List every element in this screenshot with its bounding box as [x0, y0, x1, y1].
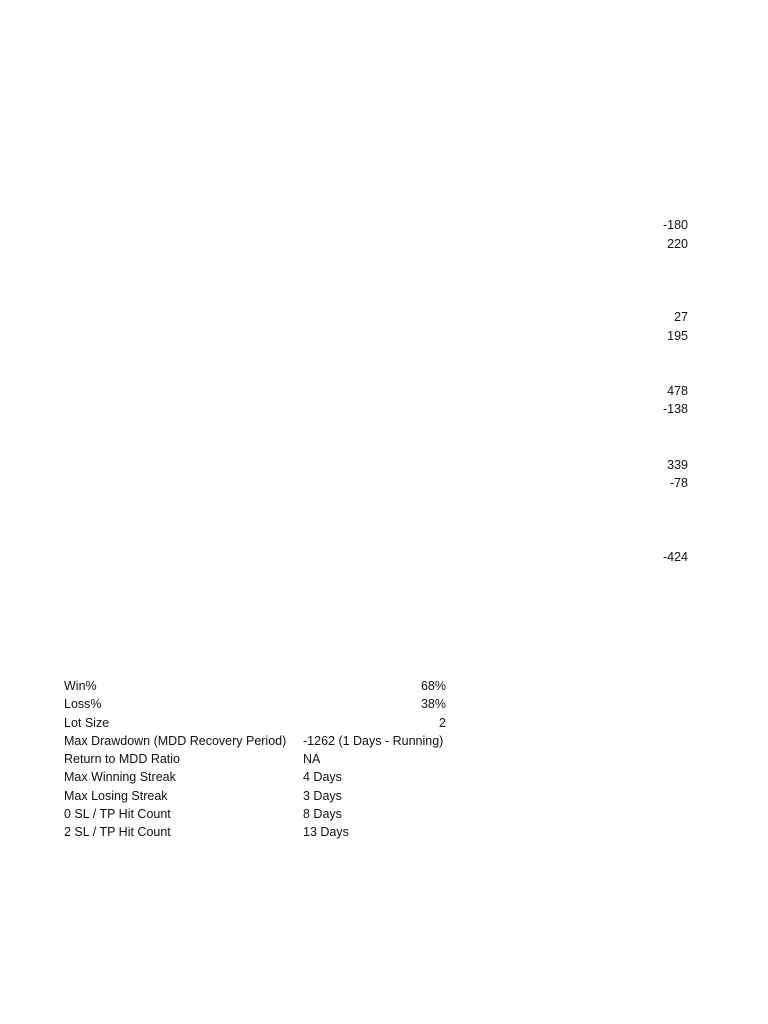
stat-value: -1262 (1 Days - Running) — [303, 733, 444, 748]
stat-row-0-sl-tp-hit — [64, 805, 448, 823]
pnl-value: -180 — [662, 218, 688, 232]
stat-label: Max Drawdown (MDD Recovery Period) — [64, 733, 287, 748]
stat-label: 2 SL / TP Hit Count — [64, 825, 171, 840]
stat-value: 13 Days — [303, 825, 349, 840]
stat-value: 4 Days — [303, 770, 342, 785]
pnl-values-column — [600, 0, 688, 620]
stat-label: Win% — [64, 679, 97, 693]
stat-label: Lot Size — [64, 715, 110, 730]
stat-value: 8 Days — [303, 807, 342, 822]
pnl-value: 27 — [674, 310, 688, 324]
stat-row-max-losing-streak — [64, 787, 448, 805]
stat-value: 2 — [439, 715, 446, 730]
stat-row-max-drawdown — [64, 732, 448, 750]
pnl-value: 220 — [667, 237, 688, 251]
pnl-value: 339 — [667, 458, 688, 472]
stat-value: 38% — [420, 697, 446, 712]
stat-row-2-sl-tp-hit — [64, 823, 448, 841]
stat-label: Return to MDD Ratio — [64, 752, 181, 767]
stat-value: 3 Days — [303, 788, 342, 803]
stat-row-win-pct — [64, 677, 448, 695]
stat-value: NA — [303, 752, 321, 767]
stat-label: 0 SL / TP Hit Count — [64, 807, 171, 822]
stat-row-return-mdd-ratio — [64, 750, 448, 768]
pnl-value: -424 — [662, 550, 688, 564]
stat-value: 68% — [420, 679, 446, 693]
stat-label: Max Winning Streak — [64, 770, 176, 785]
stat-row-lot-size — [64, 714, 448, 732]
pnl-value: -138 — [662, 402, 688, 416]
stat-row-max-winning-streak — [64, 768, 448, 786]
pnl-value: 478 — [667, 384, 688, 398]
stat-row-loss-pct — [64, 695, 448, 713]
stat-label: Loss% — [64, 697, 102, 712]
stats-table — [64, 677, 448, 842]
stat-label: Max Losing Streak — [64, 788, 168, 803]
pnl-value: -78 — [669, 476, 688, 490]
pnl-value: 195 — [667, 329, 688, 343]
